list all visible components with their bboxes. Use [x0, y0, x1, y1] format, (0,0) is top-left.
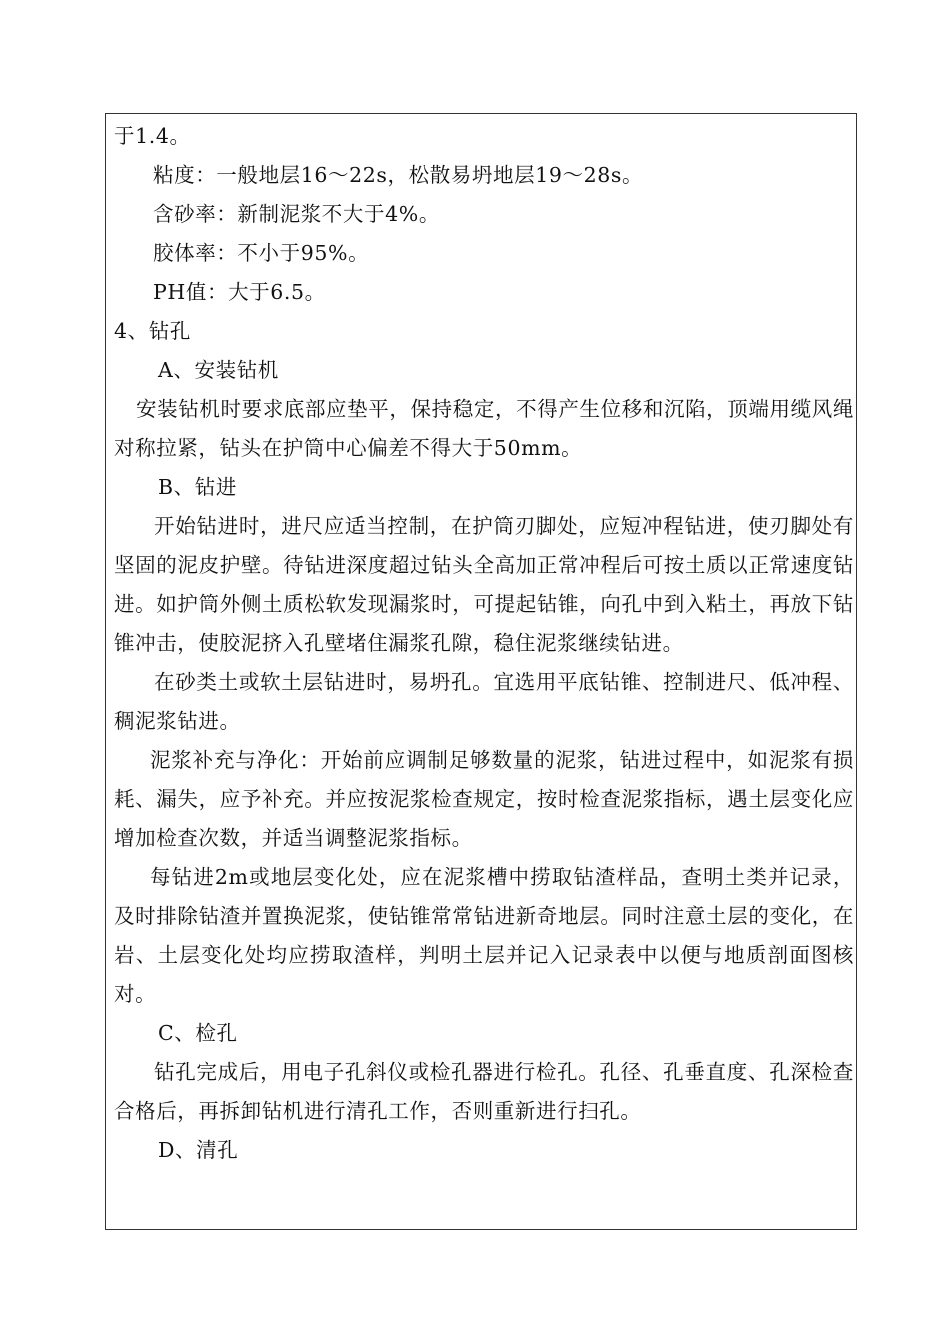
paragraph-drilling-start: 开始钻进时，进尺应适当控制，在护筒刃脚处，应短冲程钻进，使刃脚处有坚固的泥皮护壁。待钻进深度超过钻头全高加正常冲程后可按土质以正常速度钻进。如护筒外侧土质松软发现漏浆时，可提起钻锥，向孔中到入粘土，再放下钻锥冲击，使胶泥挤入孔壁堵住漏浆孔隙，稳住泥浆继续钻进。 — [114, 514, 854, 655]
paragraph-viscosity: 粘度：一般地层16～22s，松散易坍地层19～28s。 — [153, 163, 644, 187]
paragraph-hole-check: 钻孔完成后，用电子孔斜仪或检孔器进行检孔。孔径、孔垂直度、孔深检查合格后，再拆卸钻机进行清孔工作，否则重新进行扫孔。 — [114, 1060, 854, 1123]
document-body — [114, 117, 854, 1170]
section-heading-drilling: 4、钻孔 — [114, 319, 191, 343]
paragraph-sampling: 每钻进2m或地层变化处，应在泥浆槽中捞取钻渣样品，查明土类并记录，及时排除钻渣并置换泥浆，使钻锥常常钻进新奇地层。同时注意土层的变化，在岩、土层变化处均应捞取渣样，判明土层并记入记录表中以便与地质剖面图核对。 — [114, 865, 854, 1006]
subheading-hole-check: C、检孔 — [158, 1021, 238, 1045]
subheading-install-rig: A、安装钻机 — [158, 358, 279, 382]
subheading-drilling-advance: B、钻进 — [158, 475, 237, 499]
paragraph-ph-value: PH值：大于6.5。 — [153, 280, 326, 304]
subheading-hole-cleaning: D、清孔 — [158, 1138, 239, 1162]
paragraph-sand-content: 含砂率：新制泥浆不大于4%。 — [153, 202, 440, 226]
paragraph-colloid-rate: 胶体率：不小于95%。 — [153, 241, 370, 265]
paragraph-mud-replenish: 泥浆补充与净化：开始前应调制足够数量的泥浆，钻进过程中，如泥浆有损耗、漏失，应予补充。并应按泥浆检查规定，按时检查泥浆指标，遇土层变化应增加检查次数，并适当调整泥浆指标。 — [114, 748, 854, 850]
paragraph-continuation: 于1.4。 — [114, 124, 191, 148]
paragraph-sandy-soil: 在砂类土或软土层钻进时，易坍孔。宜选用平底钻锥、控制进尺、低冲程、稠泥浆钻进。 — [114, 670, 854, 733]
paragraph-install-rig: 安装钻机时要求底部应垫平，保持稳定，不得产生位移和沉陷，顶端用缆风绳对称拉紧，钻头在护筒中心偏差不得大于50mm。 — [114, 397, 854, 460]
